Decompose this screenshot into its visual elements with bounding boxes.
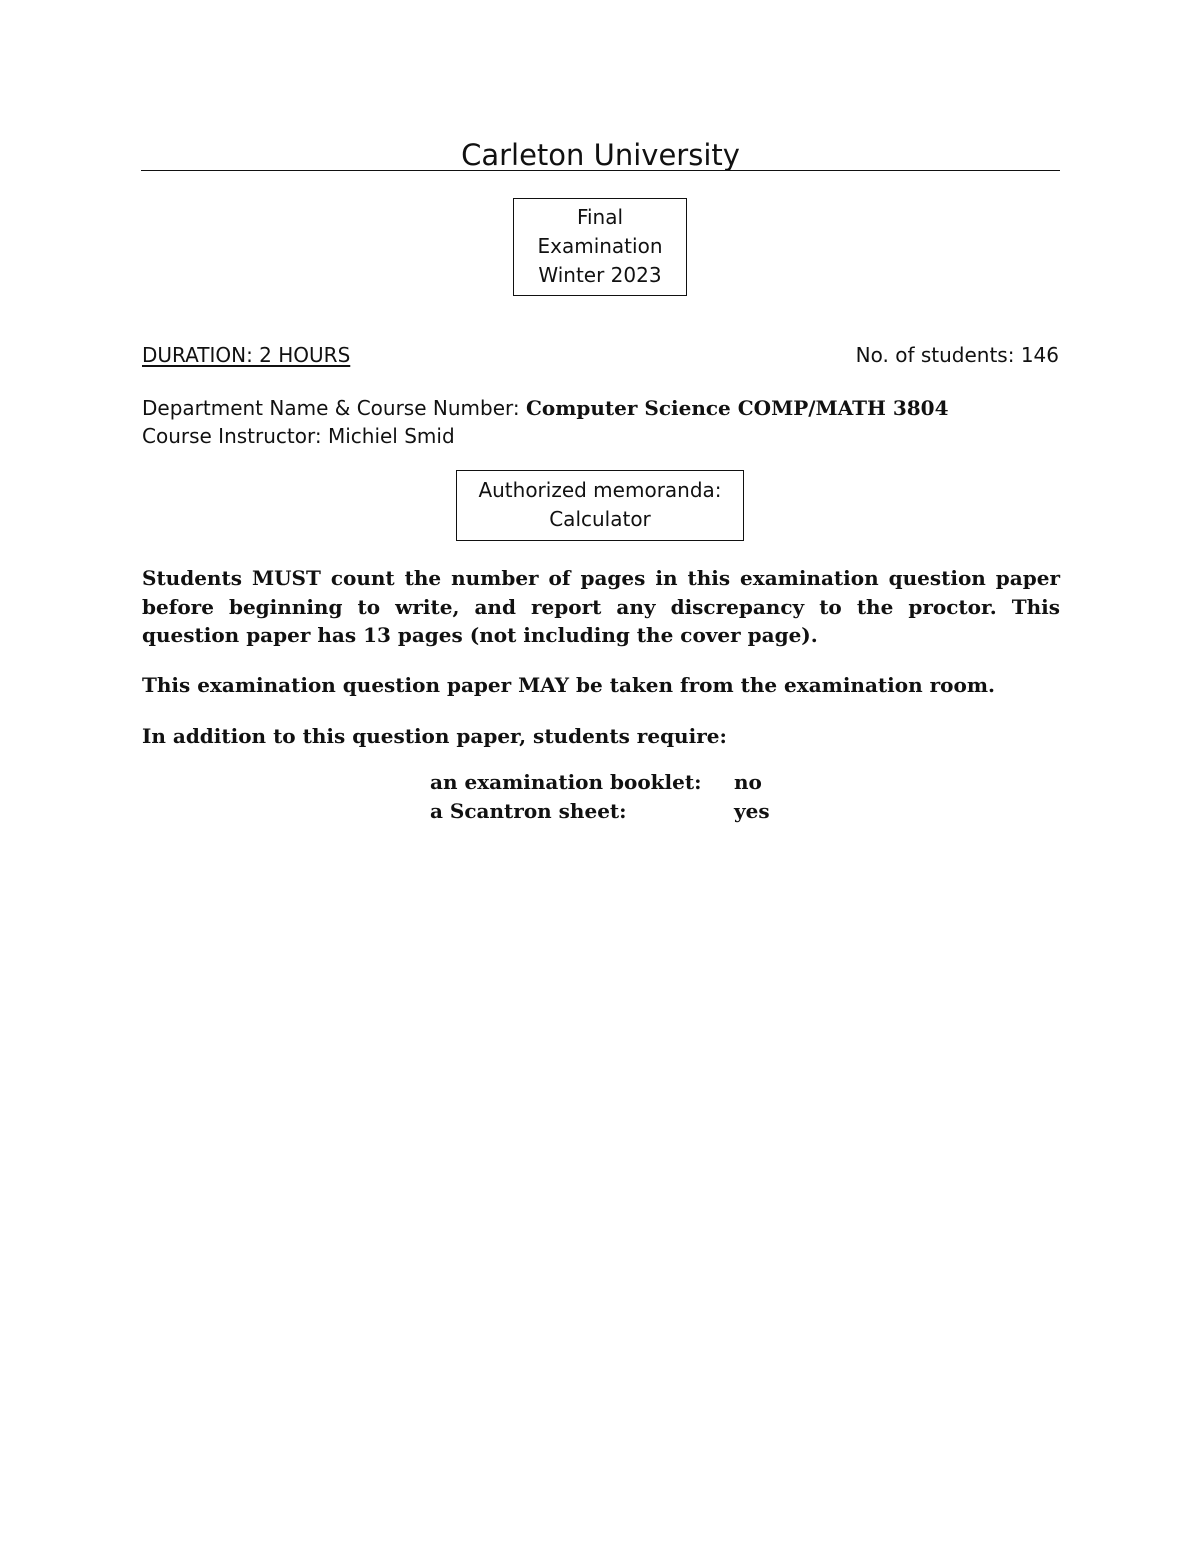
students-count-text: No. of students: 146	[855, 343, 1059, 367]
course-number: Computer Science COMP/MATH 3804	[525, 396, 949, 420]
university-title: Carleton University	[461, 138, 740, 172]
course-instructor-text: Course Instructor: Michiel Smid	[142, 424, 455, 448]
memoranda-label: Authorized memoranda:	[478, 478, 722, 502]
table-row	[430, 768, 770, 797]
exam-term-text: Winter 2023	[538, 263, 662, 287]
department-label: Department Name & Course Number:	[142, 396, 526, 420]
authorized-memoranda-box	[456, 470, 744, 541]
count-pages-instruction: Students MUST count the number of pages in this examination question paper before beginning to write, and report any discrepancy to the proctor. This question paper has 13 pages (not including the cover page).	[142, 566, 1060, 647]
title-underline-rule	[141, 170, 1060, 171]
requirement-value: yes	[734, 798, 770, 823]
table-row	[430, 797, 770, 826]
department-course-line	[142, 394, 949, 422]
requirement-item: an examination booklet:	[430, 770, 702, 794]
exam-info-box	[513, 198, 687, 296]
requirement-item: a Scantron sheet:	[430, 798, 627, 823]
requirements-table	[430, 768, 770, 825]
memoranda-value: Calculator	[549, 507, 651, 531]
requirements-intro: In addition to this question paper, students require:	[142, 724, 727, 748]
exam-word-text: Examination	[537, 234, 663, 258]
exam-type-text: Final	[576, 205, 624, 229]
take-paper-instruction: This examination question paper MAY be taken from the examination room.	[142, 673, 995, 697]
requirement-value: no	[734, 770, 762, 794]
duration-text: DURATION: 2 HOURS	[142, 343, 351, 367]
